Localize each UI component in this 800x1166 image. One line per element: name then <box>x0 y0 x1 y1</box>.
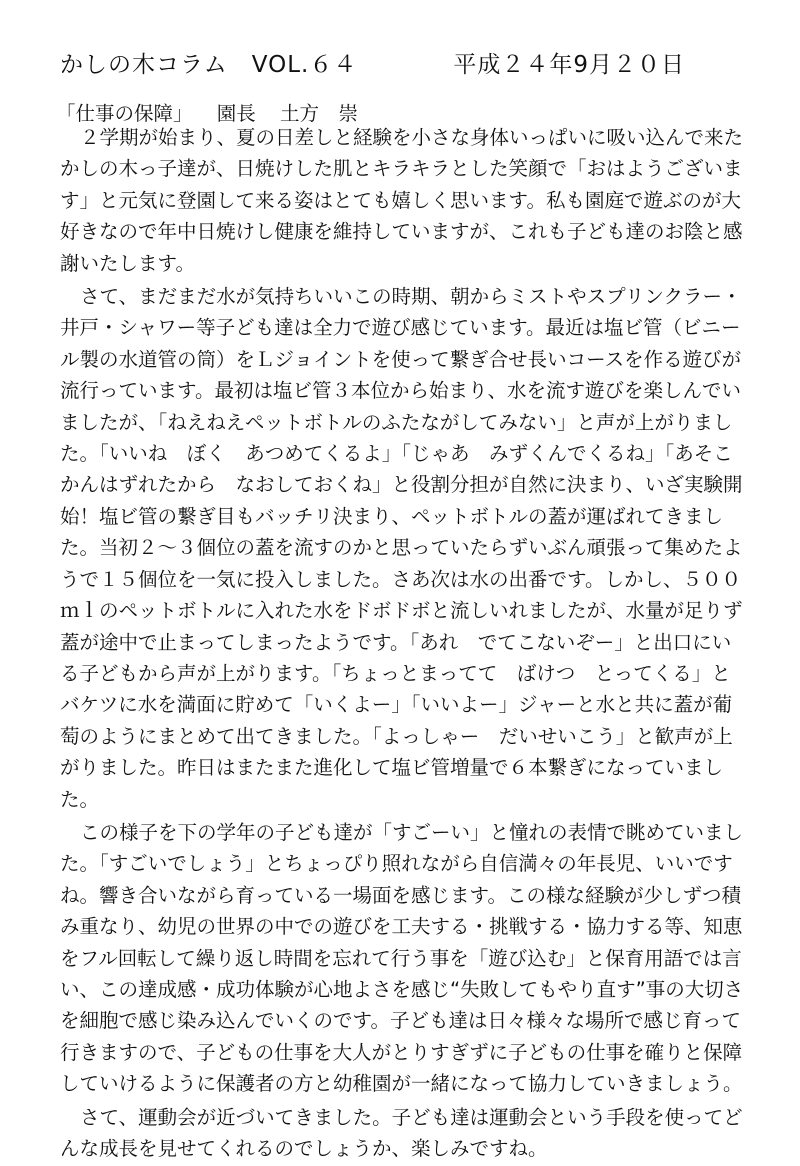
paragraph: この様子を下の学年の子ども達が「すごーい」と憧れの表情で眺めていました。「すごいでしょう」とちょっぴり照れながら自信満々の年長児、いいですね。響き合いながら育っている一場面を感じます。この様な経験が少しずつ積み重なり、幼児の世界の中での遊びを工夫する・挑戦する・協力する等、知恵をフル回転して繰り返し時間を忘れて行う事を「遊び込む」と保育用語では言い、この達成感・成功体験が心地よさを感じ“失敗してもやり直す”事の大切さを細胞で感じ染み込んでいくのです。子ども達は日々様々な場所で感じ育って行きますので、子どもの仕事を大人がとりすぎずに子どもの仕事を確りと保障していけるように保護者の方と幼稚園が一緒になって協力していきましょう。 <box>60 820 744 1096</box>
paragraph: ２学期が始まり、夏の日差しと経験を小さな身体いっぱいに吸い込んで来たかしの木っ子達が、日焼けした肌とキラキラとした笑顔で「おはようございます」と元気に登園して来る姿はとても嬉しく思います。私も園庭で遊ぶのが大好きなので年中日焼けし健康を維持していますが、これも子ども達のお陰と感謝いたします。 <box>60 126 744 275</box>
article-title: 「仕事の保障」 <box>56 102 193 125</box>
column-title: かしの木コラム VOL.６４ <box>60 52 358 78</box>
paragraph: さて、運動会が近づいてきました。子ども達は運動会という手段を使ってどんな成長を見せてくれるのでしょうか、楽しみですね。 <box>60 1105 743 1160</box>
issue-date: 平成２４年9月２０日 <box>453 52 685 78</box>
author-role: 園長 <box>216 102 256 125</box>
header <box>60 46 685 79</box>
author-name: 土方 崇 <box>279 102 358 125</box>
article-body <box>60 122 753 1166</box>
paragraph: さて、まだまだ水が気持ちいいこの時期、朝からミストやスプリンクラー・井戸・シャワー等子ども達は全力で遊び感じています。最近は塩ビ管（ビニール製の水道管の筒）をＬジョイントを使って繋ぎ合せ長いコースを作る遊びが流行っています。最初は塩ビ管３本位から始まり、水を流す遊びを楽しんでいましたが、「ねえねえペットボトルのふたながしてみない」と声が上がりました。「いいね ぼく あつめてくるよ」「じゃあ みずくんでくるね」「あそこ かんはずれたから なおしておくね」と役割分担が自然に決まり、いざ実験開始！塩ビ管の繋ぎ目もバッチリ決まり、ペットボトルの蓋が運ばれてきました。当初２～３個位の蓋を流すのかと思っていたらずいぶん頑張って集めたようで１５個位を一気に投入しました。さあ次は水の出番です。しかし、５００ｍｌのペットボトルに入れた水をドボドボと流しいれましたが、水量が足りず蓋が途中で止まってしまったようです。「あれ でてこないぞー」と出口にいる子どもから声が上がります。「ちょっとまってて ばけつ とってくる」とバケツに水を満面に貯めて「いくよー」「いいよー」ジャーと水と共に蓋が葡萄のようにまとめて出てきました。「よっしゃー だいせいこう」と歓声が上がりました。昨日はまたまた進化して塩ビ管増量で６本繋ぎになっていました。 <box>60 285 753 811</box>
